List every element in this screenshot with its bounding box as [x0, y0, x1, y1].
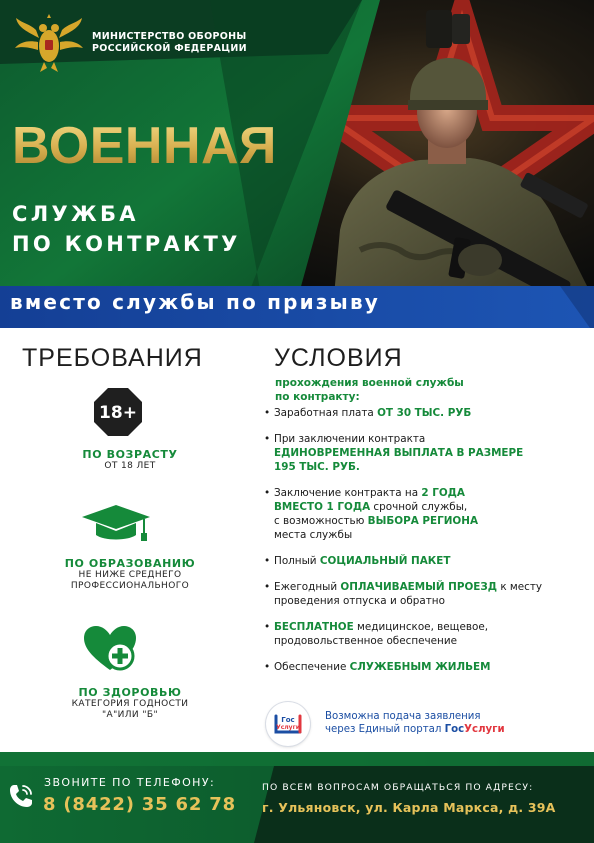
gos-logo-text-2: Услуги — [276, 724, 300, 731]
condition-text: продовольственное обеспечение — [274, 635, 457, 647]
requirement-age-sub: ОТ 18 ЛЕТ — [104, 461, 156, 471]
condition-text: с возможностью — [274, 515, 368, 527]
gosuslugi-note — [325, 710, 505, 736]
condition-highlight: ОТ 30 ТЫС. РУБ — [377, 407, 472, 419]
requirements-title: ТРЕБОВАНИЯ — [22, 344, 203, 372]
condition-social-package — [264, 554, 584, 568]
requirement-health-sub-2: "А"ИЛИ "Б" — [102, 710, 158, 720]
condition-contract-term — [264, 486, 584, 542]
condition-lump-sum — [264, 432, 584, 474]
condition-text: Обеспечение — [274, 661, 350, 673]
conditions-intro-line-2: по контракту: — [275, 391, 360, 403]
condition-text: проведения отпуска и обратно — [274, 595, 445, 607]
call-label: ЗВОНИТЕ ПО ТЕЛЕФОНУ: — [44, 776, 216, 789]
requirement-education-sub-1: НЕ НИЖЕ СРЕДНЕГО — [78, 570, 182, 580]
gosuslugi-line-2: через Единый портал — [325, 724, 445, 735]
ministry-name — [92, 31, 247, 55]
heart-medical-icon — [82, 624, 138, 674]
condition-text: места службы — [274, 529, 353, 541]
requirement-health-head: ПО ЗДОРОВЬЮ — [78, 686, 182, 699]
condition-text: медицинское, вещевое, — [353, 621, 489, 633]
condition-paid-travel — [264, 580, 584, 608]
phone-icon — [8, 783, 34, 809]
requirement-health-sub-1: КАТЕГОРИЯ ГОДНОСТИ — [71, 699, 189, 709]
address: г. Ульяновск, ул. Карла Маркса, д. 39А — [262, 800, 556, 815]
requirement-age — [20, 448, 240, 472]
phone-number[interactable]: 8 (8422) 35 62 78 — [43, 794, 236, 815]
condition-housing — [264, 660, 584, 674]
condition-highlight: 2 ГОДА — [421, 487, 465, 499]
requirement-age-head: ПО ВОЗРАСТУ — [82, 448, 178, 461]
address-label: ПО ВСЕМ ВОПРОСАМ ОБРАЩАТЬСЯ ПО АДРЕСУ: — [262, 782, 534, 793]
requirement-education-head: ПО ОБРАЗОВАНИЮ — [64, 557, 196, 570]
requirement-health — [20, 686, 240, 721]
age-badge-text: 18+ — [99, 403, 137, 423]
condition-highlight: 195 ТЫС. РУБ. — [274, 461, 360, 473]
conditions-intro — [275, 376, 464, 404]
gosuslugi-line-1: Возможна подача заявления — [325, 711, 481, 722]
title-contract: ПО КОНТРАКТУ — [12, 232, 241, 256]
condition-highlight: СЛУЖЕБНЫМ ЖИЛЬЕМ — [349, 661, 491, 673]
gos-logo-text-1: Гос — [281, 716, 295, 724]
gosuslugi-logo-icon — [266, 702, 310, 746]
title-military: ВОЕННАЯ — [12, 117, 277, 175]
condition-highlight: ВЫБОРА РЕГИОНА — [367, 515, 478, 527]
ministry-line-1: МИНИСТЕРСТВО ОБОРОНЫ — [92, 31, 247, 42]
condition-text: Заключение контракта на — [274, 487, 422, 499]
requirement-education — [20, 557, 240, 592]
requirement-education-sub-2: ПРОФЕССИОНАЛЬНОГО — [70, 581, 190, 591]
condition-text: Ежегодный — [274, 581, 341, 593]
condition-text: Заработная плата — [274, 407, 378, 419]
conditions-title: УСЛОВИЯ — [274, 344, 403, 372]
condition-text: к месту — [497, 581, 543, 593]
conditions-list — [264, 406, 584, 686]
condition-highlight: ВМЕСТО 1 ГОДА — [274, 501, 371, 513]
hero-section — [0, 0, 594, 340]
double-headed-eagle-emblem-icon — [14, 12, 84, 74]
ministry-header — [14, 12, 247, 74]
ribbon-instead-of-conscription: вместо службы по призыву — [10, 290, 381, 314]
title-service: СЛУЖБА — [12, 202, 139, 226]
gosuslugi-brand-2: Услуги — [464, 724, 505, 735]
condition-salary — [264, 406, 584, 420]
ministry-line-2: РОССИЙСКОЙ ФЕДЕРАЦИИ — [92, 43, 247, 54]
condition-highlight: СОЦИАЛЬНЫЙ ПАКЕТ — [319, 555, 451, 567]
graduation-cap-icon — [80, 503, 152, 543]
condition-highlight: БЕСПЛАТНОЕ — [274, 621, 354, 633]
condition-highlight: ЕДИНОВРЕМЕННАЯ ВЫПЛАТА В РАЗМЕРЕ — [274, 447, 524, 459]
age-18-plus-icon — [93, 387, 143, 437]
condition-text: Полный — [274, 555, 320, 567]
condition-text: • При заключении контракта — [274, 433, 426, 445]
conditions-intro-line-1: прохождения военной службы — [275, 377, 464, 389]
gosuslugi-brand-1: Гос — [444, 724, 465, 735]
condition-highlight: ОПЛАЧИВАЕМЫЙ ПРОЕЗД — [340, 581, 498, 593]
condition-free-supply — [264, 620, 584, 648]
condition-text: срочной службы, — [370, 501, 468, 513]
